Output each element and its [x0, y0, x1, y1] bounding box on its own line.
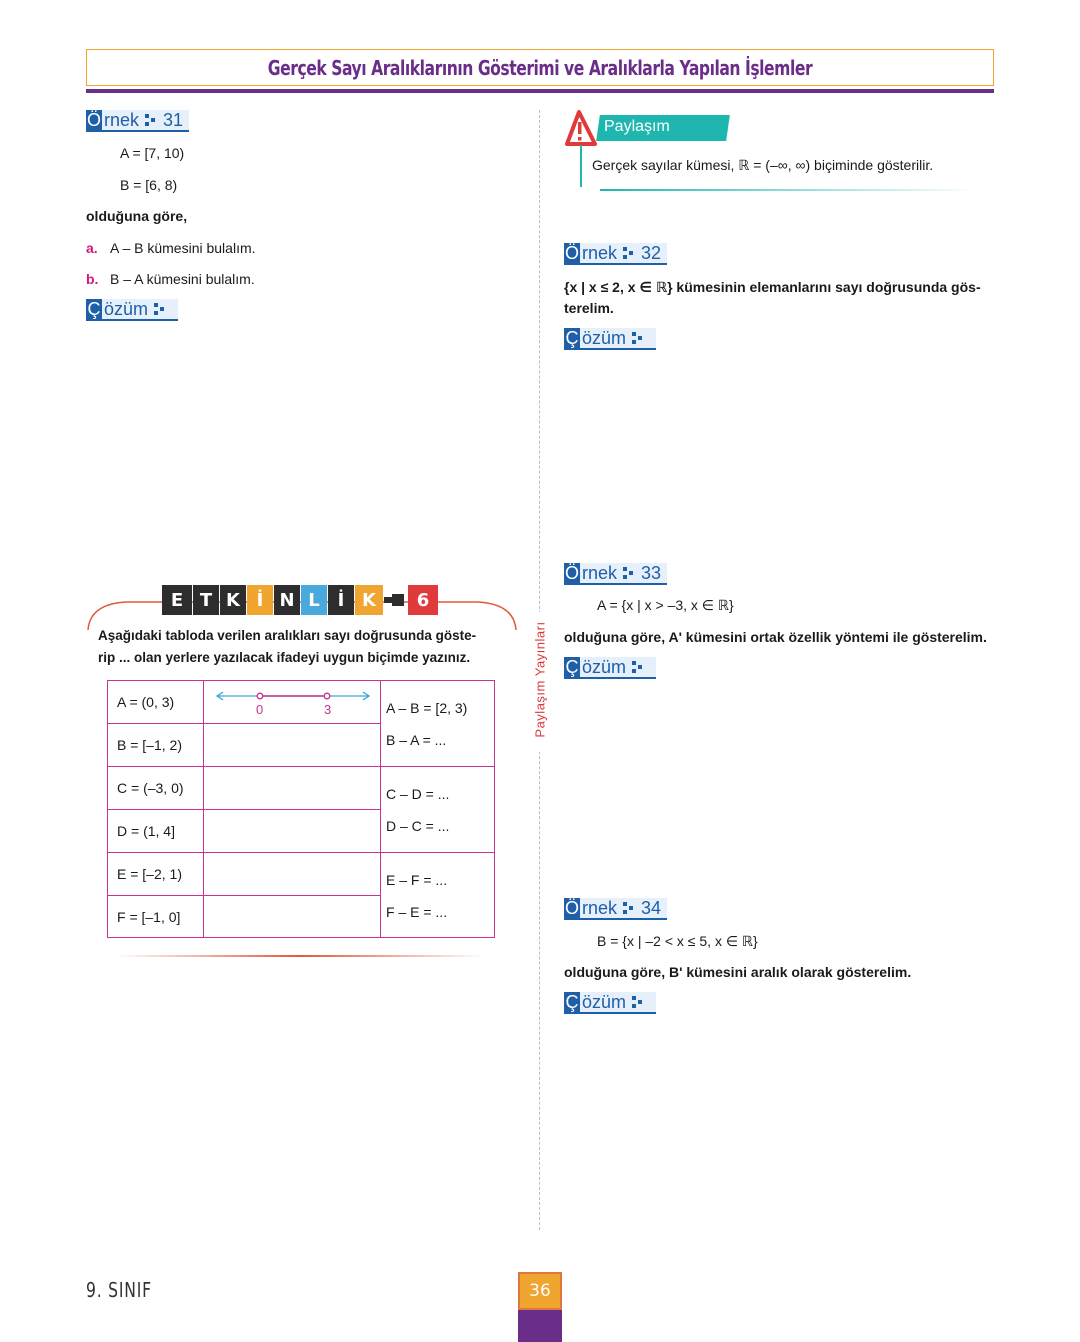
ornek-32-line1: {x | x ≤ 2, x ∈ ℝ} kümesinin elemanlarını sayı doğrusunda gös- — [564, 279, 981, 295]
cozum-cap: Ç — [565, 656, 579, 677]
paylasim-text: Gerçek sayılar kümesi, ℝ = (–∞, ∞) biçiminde gösterilir. — [592, 157, 934, 173]
cozum-31-label — [86, 299, 178, 321]
etkinlik-letter-6: L — [301, 585, 327, 615]
etkinlik-bottom-rule — [115, 955, 485, 957]
etkinlik-letter-3: K — [220, 585, 246, 615]
dots-icon — [623, 567, 633, 579]
dots-icon — [623, 902, 633, 914]
paylasim-bottom-rule — [600, 189, 978, 191]
etkinlik-connector — [384, 597, 392, 603]
interval-f: F = [–1, 0] — [117, 909, 181, 925]
cozum-cap: Ç — [565, 991, 579, 1012]
cozum-33-label — [564, 657, 656, 679]
number-line-cell[interactable] — [203, 766, 381, 810]
ornek-34-label — [564, 898, 667, 920]
cozum-word: özüm — [582, 327, 627, 348]
op-d-minus-c: D – C = ... — [386, 818, 450, 834]
etkinlik-plug — [392, 594, 404, 606]
ornek-word: rnek — [582, 897, 618, 918]
ornek-34-given: olduğuna göre, B' kümesini aralık olarak gösterelim. — [564, 964, 912, 980]
page-header — [86, 49, 994, 86]
ornek-31-item-b-label: b. — [86, 271, 99, 287]
op-c-minus-d: C – D = ... — [386, 786, 450, 802]
op-e-minus-f: E – F = ... — [386, 872, 448, 888]
dots-icon — [632, 332, 642, 344]
grade-label: 9. SINIF — [86, 1278, 152, 1302]
ornek-cap: Ö — [564, 242, 579, 263]
tick-label-0: 0 — [256, 702, 264, 717]
etkinlik-instruction-2: rip ... olan yerlere yazılacak ifadeyi uygun biçimde yazınız. — [98, 650, 471, 665]
cozum-34-label — [564, 992, 656, 1014]
etkinlik-table — [107, 680, 495, 938]
example-number-line — [213, 688, 373, 704]
interval-e: E = [–2, 1) — [117, 866, 182, 882]
ornek-31-item-b: B – A kümesini bulalım. — [110, 271, 255, 287]
number-line-cell[interactable] — [203, 895, 381, 938]
interval-c: C = (–3, 0) — [117, 780, 184, 796]
tick-label-3: 3 — [324, 702, 332, 717]
op-f-minus-e: F – E = ... — [386, 904, 448, 920]
etkinlik-letter-5: N — [274, 585, 300, 615]
ornek-number: 34 — [641, 897, 662, 918]
ornek-number: 32 — [641, 242, 662, 263]
ornek-31-set-b: B = [6, 8) — [120, 177, 178, 193]
etkinlik-letter-7: İ — [328, 585, 354, 615]
cozum-cap: Ç — [87, 298, 101, 319]
op-a-minus-b: A – B = [2, 3) — [386, 700, 468, 716]
ornek-word: rnek — [582, 562, 618, 583]
interval-a: A = (0, 3) — [117, 694, 175, 710]
dots-icon — [623, 247, 633, 259]
etkinlik-letter-1: E — [162, 585, 192, 615]
etkinlik-instruction-1: Aşağıdaki tabloda verilen aralıkları sayı doğrusunda göste- — [98, 628, 477, 643]
ornek-cap: Ö — [564, 562, 579, 583]
publisher-side-label: Paylaşım Yayınları — [532, 621, 548, 738]
operation-cell[interactable] — [380, 680, 495, 767]
paylasim-vertical-rule — [580, 145, 582, 187]
cozum-word: özüm — [582, 991, 627, 1012]
cozum-32-label — [564, 328, 656, 350]
op-b-minus-a: B – A = ... — [386, 732, 447, 748]
ornek-31-label — [86, 110, 189, 132]
ornek-31-given: olduğuna göre, — [86, 208, 188, 224]
dots-icon — [145, 114, 155, 126]
number-line-cell[interactable] — [203, 809, 381, 853]
page-number: 36 — [518, 1272, 562, 1310]
number-line-cell[interactable] — [203, 852, 381, 896]
cozum-word: özüm — [582, 656, 627, 677]
ornek-word: rnek — [582, 242, 618, 263]
ornek-32-line2: terelim. — [564, 300, 614, 316]
etkinlik-number: 6 — [408, 585, 438, 615]
ornek-number: 33 — [641, 562, 662, 583]
ornek-word: rnek — [104, 109, 140, 130]
paylasim-banner-text: Paylaşım — [604, 118, 670, 135]
interval-b: B = [–1, 2) — [117, 737, 182, 753]
ornek-cap: Ö — [564, 897, 579, 918]
operation-cell[interactable] — [380, 852, 495, 938]
etkinlik-letter-4: İ — [247, 585, 273, 615]
dots-icon — [632, 996, 642, 1008]
ornek-31-item-a: A – B kümesini bulalım. — [110, 240, 256, 256]
dots-icon — [632, 661, 642, 673]
cozum-word: özüm — [104, 298, 149, 319]
ornek-33-given: olduğuna göre, A' kümesini ortak özellik yöntemi ile gösterelim. — [564, 629, 987, 645]
ornek-33-set: A = {x | x > –3, x ∈ ℝ} — [597, 597, 734, 613]
ornek-32-label — [564, 243, 667, 265]
etkinlik-letter-2: T — [193, 585, 219, 615]
etkinlik-letter-8: K — [355, 585, 383, 615]
ornek-cap: Ö — [86, 109, 101, 130]
ornek-31-item-a-label: a. — [86, 240, 98, 256]
ornek-34-set: B = {x | –2 < x ≤ 5, x ∈ ℝ} — [597, 933, 758, 949]
ornek-31-set-a: A = [7, 10) — [120, 145, 185, 161]
operation-cell[interactable] — [380, 766, 495, 853]
cozum-cap: Ç — [565, 327, 579, 348]
ornek-33-label — [564, 563, 667, 585]
header-rule — [86, 89, 994, 93]
interval-d: D = (1, 4] — [117, 823, 175, 839]
dots-icon — [154, 303, 164, 315]
page-title: Gerçek Sayı Aralıklarının Gösterimi ve Aralıklarla Yapılan İşlemler — [267, 55, 813, 80]
number-line-cell[interactable] — [203, 723, 381, 767]
ornek-number: 31 — [163, 109, 184, 130]
